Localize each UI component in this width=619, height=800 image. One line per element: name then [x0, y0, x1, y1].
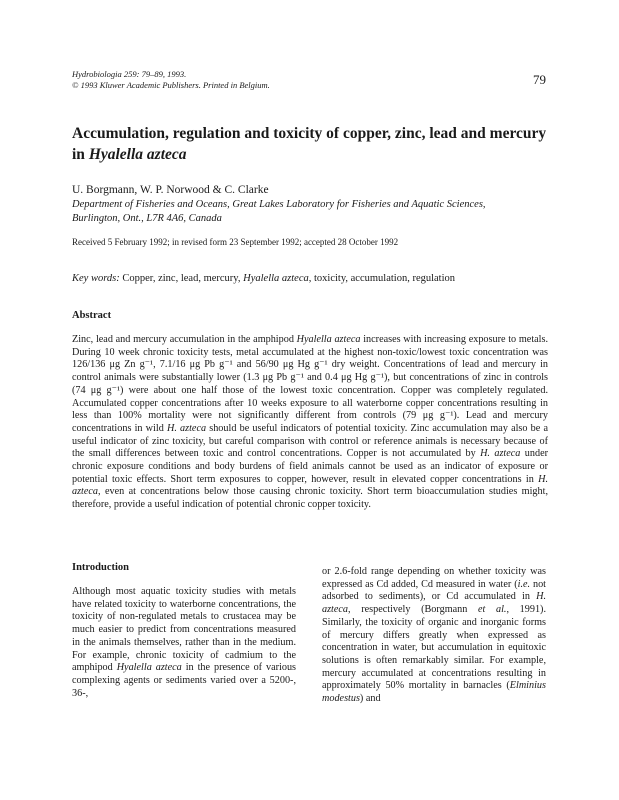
journal-line-2: © 1993 Kluwer Academic Publishers. Printed in Belgium.	[72, 80, 270, 90]
abstract-text: increases with increasing exposure to metals. During 10 week chronic toxicity tests, metal accumulated at the highest non-toxic/lowest toxic concentration was 126/136 μg Zn g⁻¹, 7.1/16 μg Pb g⁻¹ and 56/90 μg Hg g⁻¹ dry weight. Concentrations of lead and mercury in control animals were substantially lower (1.3 μg Pb g⁻¹ and 0.4 μg Hg g⁻¹), but concentrations of zinc in controls (74 μg g⁻¹) were about one half those of the lowest toxic concentration. Copper was completely regulated. Accumulated copper concentrations after 10 weeks exposure to all waterborne copper concentrations resulting in less than 100% mortality were not significantly different from controls (79 μg g⁻¹). Lead and mercury concentrations in wild	[72, 334, 549, 434]
intro-text: in the presence of various complexing agents or sediments varied over a 5200-, 36-,	[72, 662, 296, 699]
title-line-1: Accumulation, regulation and toxicity of copper, zinc, lead and mercury	[72, 125, 547, 142]
title-species: Hyalella azteca	[88, 146, 187, 163]
title-prefix: in	[72, 146, 89, 163]
keywords	[72, 273, 455, 284]
abstract-body	[72, 334, 548, 512]
journal-citation	[72, 69, 270, 91]
intro-text: Although most aquatic toxicity studies with metals have related toxicity to waterborne concentrations, the toxicity of non-regulated metals to crustacea may be much easier to predict from concentrations measured in the animals themselves, rather than in the medium. For example, chronic toxicity of cadmium to the amphipod	[72, 586, 296, 674]
keywords-text-a: Copper, zinc, lead, mercury,	[119, 273, 244, 284]
abstract-text: should be useful indicators of potential toxicity. Zinc accumulation may also be a useful indicator of zinc toxicity, but careful comparison with control or reference animals is necessary because of the small differences between toxic and control concentrations. Copper is not accumulated by	[72, 422, 548, 460]
introduction-heading: Introduction	[72, 562, 129, 573]
affiliation-line-2: Burlington, Ont., L7R 4A6, Canada	[72, 212, 222, 224]
keywords-species: Hyalella azteca	[243, 273, 309, 284]
article-title	[72, 123, 552, 165]
intro-species: H. azteca	[322, 591, 546, 616]
journal-line-1: Hydrobiologia 259: 79–89, 1993.	[72, 69, 187, 79]
title-line-2	[72, 144, 552, 165]
keywords-text-b: , toxicity, accumulation, regulation	[308, 273, 456, 284]
abstract-heading: Abstract	[72, 310, 112, 321]
intro-text: not adsorbed to sediments), or Cd accumulated in	[322, 578, 546, 603]
intro-text: or 2.6-fold range depending on whether toxicity was expressed as Cd added, Cd measured in water (	[322, 566, 546, 590]
abstract-text: under chronic exposure conditions and body burdens of field animals cannot be used as an indicator of exposure or potential toxic effects. Short term exposures to copper, however, result in elevated copper concentrations in	[72, 448, 549, 485]
affiliation	[72, 198, 552, 225]
abstract-text: , even at concentrations below those causing chronic toxicity. Short term bioaccumulation studies might, therefore, provide a useful indication of potential chronic copper toxicity.	[72, 486, 548, 511]
authors: U. Borgmann, W. P. Norwood & C. Clarke	[72, 184, 269, 196]
abstract-species: Hyalella azteca	[296, 334, 361, 345]
keywords-label: Key words:	[72, 273, 120, 284]
abstract-species: H. azteca	[166, 422, 207, 434]
intro-species: Elminius modestus	[322, 680, 546, 705]
abstract-species: H. azteca	[72, 473, 548, 498]
introduction-column-2	[322, 566, 546, 706]
intro-species: Hyalella azteca	[116, 662, 182, 674]
intro-text: , respectively (Borgmann	[348, 604, 478, 616]
affiliation-line-1: Department of Fisheries and Oceans, Great Lakes Laboratory for Fisheries and Aquatic Sciences,	[72, 199, 486, 210]
introduction-column-1	[72, 586, 296, 700]
intro-text: ) and	[359, 693, 381, 705]
intro-italic: i.e.	[517, 578, 531, 590]
abstract-species: H. azteca	[480, 448, 521, 460]
intro-italic: et al.	[477, 604, 507, 616]
abstract-text: Zinc, lead and mercury accumulation in the amphipod	[72, 334, 297, 345]
page-number: 79	[533, 72, 546, 87]
intro-text: , 1991). Similarly, the toxicity of organic and inorganic forms of mercury differs greatly when expressed as concentration in water, but accumulation in equitoxic solutions is often remarkably similar. For example, mercury accumulated at concentrations resulting in approximately 50% mortality in barnacles (	[322, 604, 546, 692]
received-dates: Received 5 February 1992; in revised form 23 September 1992; accepted 28 October 1992	[72, 237, 399, 247]
